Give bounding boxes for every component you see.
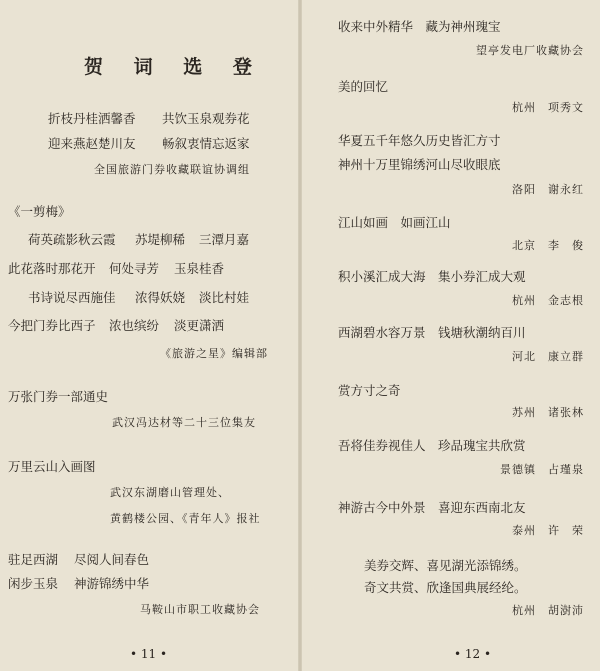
page-number-right: • 12 • xyxy=(454,647,492,661)
entry3-line-1a: 驻足西湖 xyxy=(8,552,59,567)
couplet-line-1a: 折枝丹桂洒馨香 xyxy=(48,111,136,126)
entry-text: 神州十万里锦绣河山尽收眼底 xyxy=(338,157,501,172)
poem-line-3b: 浓得妖娆 xyxy=(135,290,186,305)
entry-author: 泰州 许 荣 xyxy=(512,524,584,537)
entry2-author-line-1: 武汉东湖磨山管理处、 xyxy=(110,486,230,499)
entry-text: 西湖碧水容万景 钱塘秋潮纳百川 xyxy=(338,325,526,340)
entry3-line-1b: 尽阅人间春色 xyxy=(74,552,150,567)
poem-line-4b: 浓也缤纷 xyxy=(109,318,160,333)
entry-author: 景德镇 占瑾泉 xyxy=(500,463,584,476)
couplet-line-2b: 畅叙衷情忘返家 xyxy=(162,136,250,151)
entry1-text: 万张门券一部通史 xyxy=(8,389,109,404)
page-title: 贺 词 选 登 xyxy=(84,56,264,78)
final-author: 杭州 胡澍沛 xyxy=(512,604,584,617)
poem-line-2a: 此花落时那花开 xyxy=(8,261,96,276)
poem-line-1a: 荷英疏影秋云霞 xyxy=(28,232,116,247)
poem-title: 《一剪梅》 xyxy=(8,204,71,219)
couplet-author: 全国旅游门券收藏联谊协调组 xyxy=(94,163,250,176)
entry-text: 神游古今中外景 喜迎东西南北友 xyxy=(338,500,526,515)
entry-text: 赏方寸之奇 xyxy=(338,383,401,398)
page-number-left: • 11 • xyxy=(130,647,168,661)
entry-text: 美的回忆 xyxy=(338,79,389,94)
entry3-line-2b: 神游锦绣中华 xyxy=(74,576,150,591)
entry-author: 北京 李 俊 xyxy=(512,239,584,252)
entry-author: 苏州 诸张林 xyxy=(512,406,584,419)
entry1-author: 武汉冯达材等二十三位集友 xyxy=(112,416,256,429)
poem-line-3a: 书诗说尽西施佳 xyxy=(28,290,116,305)
entry3-author: 马鞍山市职工收藏协会 xyxy=(140,603,260,616)
right-page xyxy=(302,0,600,671)
poem-line-1b: 苏堤柳稀 xyxy=(135,232,186,247)
poem-line-1c: 三潭月嘉 xyxy=(199,232,250,247)
entry-text: 吾将佳券视佳人 珍品瑰宝共欣赏 xyxy=(338,438,526,453)
entry-text: 华夏五千年悠久历史皆汇方寸 xyxy=(338,133,501,148)
poem-line-2b: 何处寻芳 xyxy=(109,261,160,276)
final-line-1: 美券交辉、喜见湖光添锦绣。 xyxy=(364,558,527,573)
entry3-line-2a: 闲步玉泉 xyxy=(8,576,59,591)
entry-author: 河北 康立群 xyxy=(512,350,584,363)
entry2-author-line-2: 黄鹤楼公园、《青年人》报社 xyxy=(110,512,261,525)
final-line-2: 奇文共赏、欣逢国典展经纶。 xyxy=(364,580,527,595)
entry-text: 积小溪汇成大海 集小券汇成大观 xyxy=(338,269,526,284)
entry-author: 杭州 金志根 xyxy=(512,294,584,307)
entry-author: 望亭发电厂收藏协会 xyxy=(476,44,584,57)
poem-line-3c: 淡比村娃 xyxy=(199,290,250,305)
entry2-text: 万里云山入画图 xyxy=(8,459,96,474)
poem-author: 《旅游之星》编辑部 xyxy=(160,347,268,360)
poem-line-4a: 今把门券比西子 xyxy=(8,318,96,333)
poem-line-4c: 淡更潇洒 xyxy=(174,318,225,333)
couplet-line-1b: 共饮玉泉观券花 xyxy=(162,111,250,126)
entry-text: 江山如画 如画江山 xyxy=(338,215,451,230)
entry-text: 收来中外精华 藏为神州瑰宝 xyxy=(338,19,501,34)
poem-line-2c: 玉泉桂香 xyxy=(174,261,225,276)
couplet-line-2a: 迎来燕赵楚川友 xyxy=(48,136,136,151)
entry-author: 杭州 项秀文 xyxy=(512,101,584,114)
left-page xyxy=(0,0,298,671)
entry-author: 洛阳 谢永红 xyxy=(512,183,584,196)
